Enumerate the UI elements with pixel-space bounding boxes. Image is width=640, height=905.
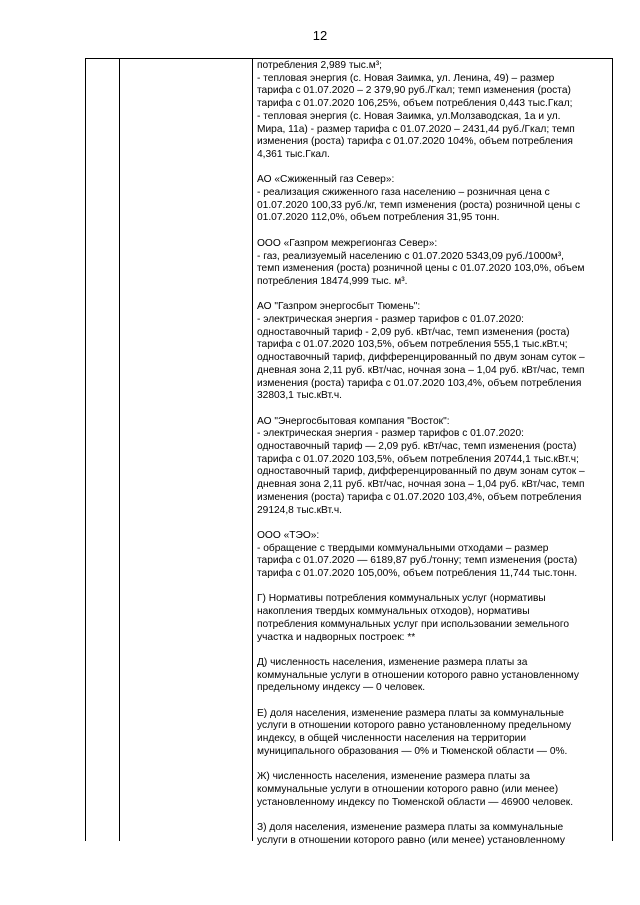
paragraph xyxy=(257,530,607,581)
paragraph xyxy=(257,822,607,847)
paragraph xyxy=(257,238,607,289)
text-line: З) доля населения, изменение размера платы за коммунальные xyxy=(257,822,564,834)
text-line: изменения (роста) тарифа с 01.07.2020 104%, объем потребления xyxy=(257,136,573,148)
text-line: индексу, в общей численности населения на территории xyxy=(257,733,527,745)
text-line: АО "Газпром энергосбыт Тюмень": xyxy=(257,301,421,313)
text-line: - газ, реализуемый населению с 01.07.2020 5343,09 руб./1000м³, xyxy=(257,250,564,262)
paragraph xyxy=(257,771,607,809)
text-line: 29124,8 тыс.кВт.ч. xyxy=(257,504,342,516)
text-line: участка и надворных построек: ** xyxy=(257,631,416,643)
text-line: - реализация сжиженного газа населению – розничная цена с xyxy=(257,187,550,199)
text-line: тарифа с 01.07.2020 103,5%, объем потребления 20744,1 тыс.кВт.ч; xyxy=(257,453,579,465)
text-line: 01.07.2020 100,33 руб./кг, темп изменения (роста) розничной цены с xyxy=(257,199,581,211)
text-line: тарифа с 01.07.2020 106,25%, объем потребления 0,443 тыс.Гкал; xyxy=(257,98,573,110)
text-line: установленному индексу по Тюменской области — 46900 человек. xyxy=(257,796,574,808)
text-line: ООО «ТЭО»: xyxy=(257,529,320,541)
text-line: одноставочный тариф - 2,09 руб. кВт/час, темп изменения (роста) xyxy=(257,326,570,338)
text-line: накопления твердых коммунальных отходов), нормативы xyxy=(257,606,530,618)
page-number: 12 xyxy=(312,28,328,43)
text-line: коммунальные услуги в отношении которого равно установленному xyxy=(257,669,580,681)
text-line: 32803,1 тыс.кВт.ч. xyxy=(257,390,342,402)
text-line: ООО «Газпром межрегионгаз Север»: xyxy=(257,237,438,249)
text-line: изменения (роста) тарифа с 01.07.2020 103,4%, объем потребления xyxy=(257,491,582,503)
document-table xyxy=(85,58,613,846)
paragraph xyxy=(257,174,607,225)
text-line: - электрическая энергия - размер тарифов с 01.07.2020: xyxy=(257,428,524,440)
text-line: муниципального образования — 0% и Тюменской области — 0%. xyxy=(257,745,568,757)
text-line: Д) численность населения, изменение размера платы за xyxy=(257,656,528,668)
paragraph xyxy=(257,416,607,518)
text-line: Г) Нормативы потребления коммунальных услуг (нормативы xyxy=(257,593,546,605)
text-line: - тепловая энергия (с. Новая Заимка, ул.Молзаводская, 1а и ул. xyxy=(257,110,561,122)
text-line: дневная зона 2,11 руб. кВт/час, ночная зона – 1,04 руб. кВт/час, темп xyxy=(257,364,585,376)
text-line: потребления коммунальных услуг при использовании земельного xyxy=(257,618,569,630)
text-line: - тепловая энергия (с. Новая Заимка, ул. Ленина, 49) – размер xyxy=(257,72,555,84)
text-line: тарифа с 01.07.2020 – 2 379,90 руб./Гкал; темп изменения (роста) xyxy=(257,85,571,97)
text-line: 4,361 тыс.Гкал. xyxy=(257,148,330,160)
text-line: Мира, 11а) - размер тарифа с 01.07.2020 – 2431,44 руб./Гкал; темп xyxy=(257,123,575,135)
text-line: потребления 2,989 тыс.м³; xyxy=(257,60,382,71)
text-line: предельному индексу — 0 человек. xyxy=(257,682,426,694)
paragraph xyxy=(257,60,607,162)
text-line: потребления 18474,999 тыс. м³. xyxy=(257,275,408,287)
text-line: Е) доля населения, изменение размера платы за коммунальные xyxy=(257,707,564,719)
paragraph xyxy=(257,657,607,695)
column-divider-2 xyxy=(252,59,253,841)
text-line: изменения (роста) тарифа с 01.07.2020 103,4%, объем потребления xyxy=(257,377,582,389)
column-divider-1 xyxy=(119,59,120,841)
text-line: - обращение с твердыми коммунальными отходами – размер xyxy=(257,542,549,554)
text-line: - электрическая энергия - размер тарифов с 01.07.2020: xyxy=(257,314,524,326)
text-line: тарифа с 01.07.2020 — 6189,87 руб./тонну; темп изменения (роста) xyxy=(257,555,578,567)
text-line: одноставочный тариф, дифференцированный по двум зонам суток – xyxy=(257,352,585,364)
text-line: услуги в отношении которого равно (или менее) установленному xyxy=(257,834,565,846)
text-line: дневная зона 2,11 руб. кВт/час, ночная зона – 1,04 руб. кВт/час, темп xyxy=(257,479,585,491)
text-line: одноставочный тариф — 2,09 руб. кВт/час, темп изменения (роста) xyxy=(257,441,577,453)
text-line: одноставочный тариф, дифференцированный по двум зонам суток – xyxy=(257,466,585,478)
text-line: 01.07.2020 112,0%, объем потребления 31,95 тонн. xyxy=(257,212,500,224)
text-line: Ж) численность населения, изменение размера платы за xyxy=(257,771,530,783)
text-line: АО "Энергосбытовая компания "Восток": xyxy=(257,415,450,427)
paragraph xyxy=(257,301,607,403)
table-content-cell xyxy=(257,60,607,847)
paragraph xyxy=(257,708,607,759)
text-line: коммунальные услуги в отношении которого равно (или менее) xyxy=(257,783,559,795)
text-line: темп изменения (роста) розничной цены с 01.07.2020 103,0%, объем xyxy=(257,263,585,275)
text-line: АО «Сжиженный газ Север»: xyxy=(257,174,395,186)
paragraph xyxy=(257,593,607,644)
text-line: тарифа с 01.07.2020 103,5%, объем потребления 555,1 тыс.кВт.ч; xyxy=(257,339,568,351)
text-line: услуги в отношении которого равно установленному предельному xyxy=(257,720,572,732)
text-line: тарифа с 01.07.2020 105,00%, объем потребления 11,744 тыс.тонн. xyxy=(257,568,578,580)
